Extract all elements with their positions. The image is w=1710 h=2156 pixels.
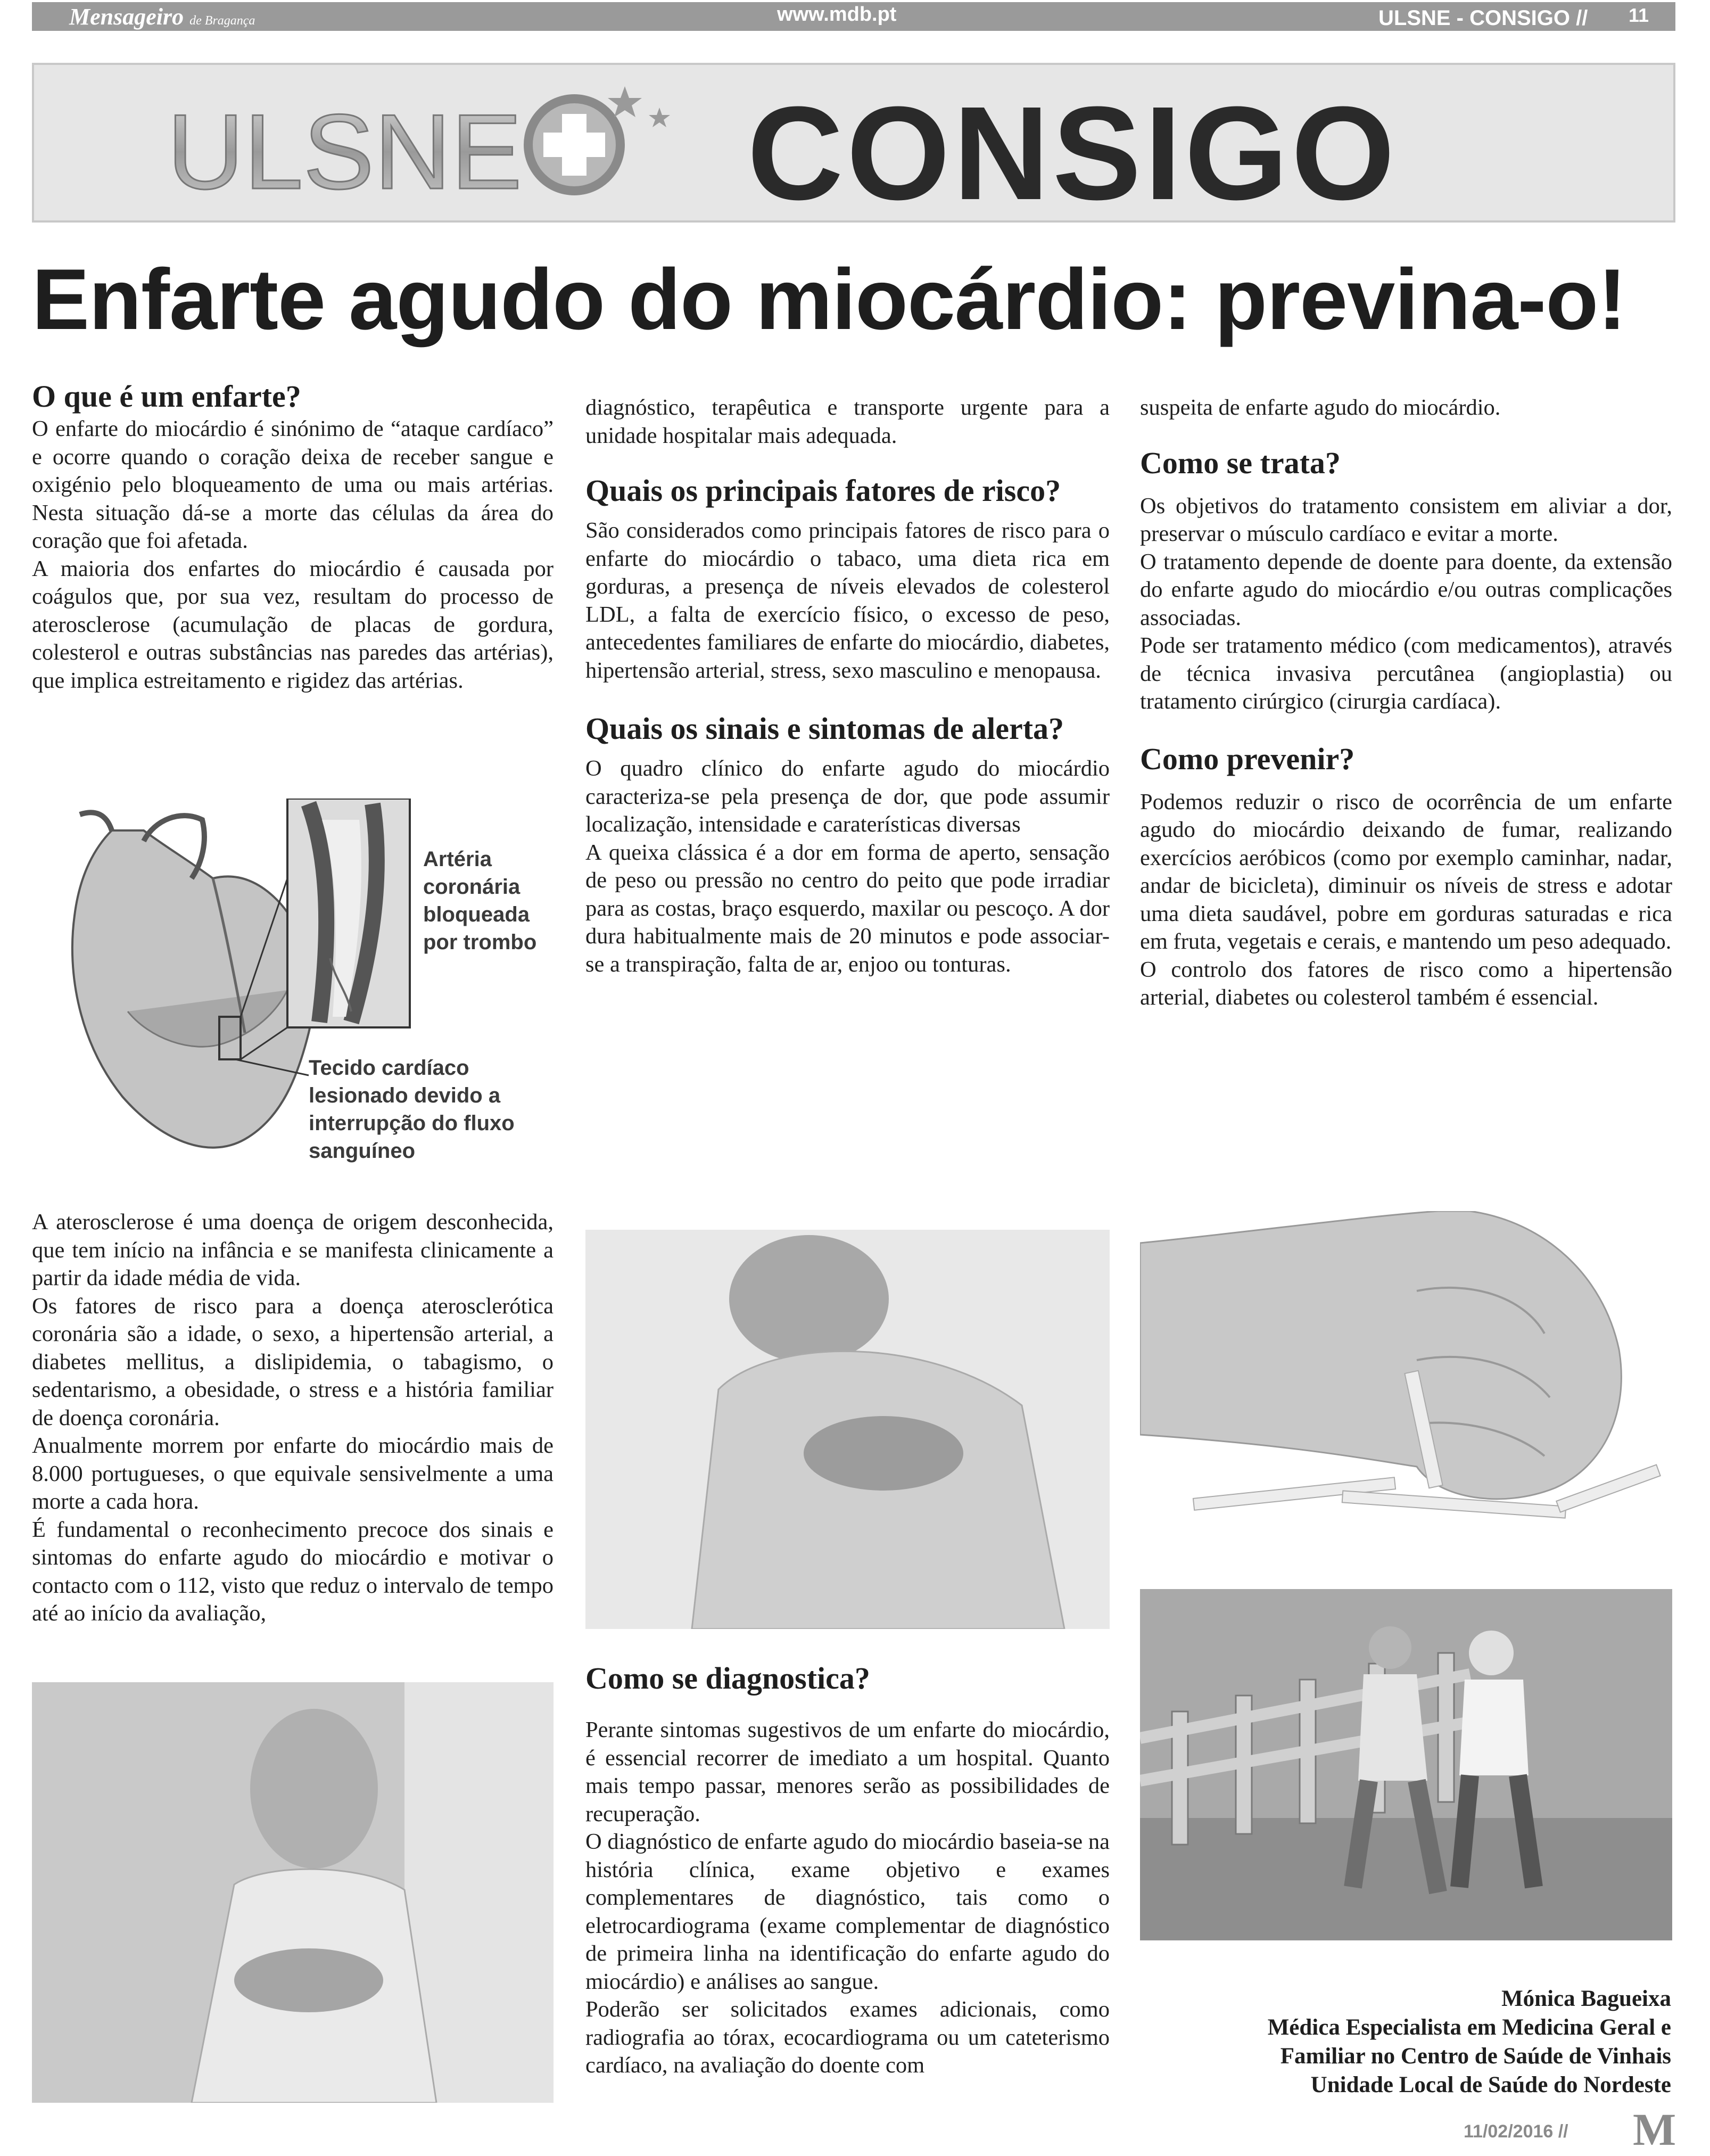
paragraph: Perante sintomas sugestivos de um enfarte do miocárdio, é essencial recorrer de imediato a um hospital. Quanto mais tempo passar, menores serão as possibilidades de recuperação. — [585, 1717, 1110, 1826]
brand-left-text: ULSNE — [167, 93, 522, 211]
heart-illustration — [32, 799, 554, 1187]
photo-man-clutching-chest — [585, 1230, 1110, 1629]
col1-text — [32, 415, 554, 695]
heading-treatment: Como se trata? — [1140, 445, 1341, 480]
author-name: Mónica Bagueixa — [1501, 1986, 1671, 2011]
man-chest-pain-icon — [32, 1682, 554, 2103]
photo-fist-cigarettes — [1140, 1211, 1672, 1536]
couple-jogging-icon — [1140, 1589, 1672, 1940]
diag-text — [585, 1716, 1110, 2080]
footer-logo: M — [1633, 2104, 1676, 2155]
author-block — [1139, 1985, 1671, 2100]
page-number: 11 — [1629, 4, 1649, 26]
signs-text — [585, 755, 1110, 978]
publication-suffix: de Bragança — [189, 14, 255, 28]
treat-text — [1140, 492, 1672, 716]
heading-what-is: O que é um enfarte? — [32, 379, 301, 414]
paragraph: O controlo dos fatores de risco como a hipertensão arterial, diabetes ou colesterol também é essencial. — [1140, 957, 1672, 1010]
issue-date: 11/02/2016 // — [1464, 2121, 1568, 2142]
photo-couple-jogging — [1140, 1589, 1672, 1940]
site-url[interactable]: www.mdb.pt — [777, 3, 897, 26]
prevent-text — [1140, 788, 1672, 1012]
banner — [32, 63, 1675, 223]
author-role: Unidade Local de Saúde do Nordeste — [1310, 2072, 1671, 2097]
author-role: Familiar no Centro de Saúde de Vinhais — [1280, 2044, 1671, 2069]
paragraph: O enfarte do miocárdio é sinónimo de “ataque cardíaco” e ocorre quando o coração deixa de receber sangue e oxigénio pelo bloqueamento de uma ou mais artérias. Nesta situação dá-se a morte das células da área do coração que foi afetada. — [32, 416, 554, 553]
paragraph: Os objetivos do tratamento consistem em aliviar a dor, preservar o músculo cardíaco e evitar a morte. — [1140, 493, 1672, 546]
banner-logo — [34, 65, 1678, 225]
column-2-bottom — [585, 1660, 1110, 2080]
artery-label: Artéria coronária bloqueada por trombo — [423, 847, 537, 954]
paragraph: A aterosclerose é uma doença de origem desconhecida, que tem início na infância e se manifesta clinicamente a partir da idade média de vida. — [32, 1209, 554, 1290]
paragraph: O quadro clínico do enfarte agudo do miocárdio caracteriza-se pela presença de dor, que pode assumir localização, intensidade e caraterísticas diversas — [585, 756, 1110, 837]
cross-circle-icon — [524, 94, 625, 195]
photo-man-chest-pain — [32, 1682, 554, 2103]
heading-signs: Quais os sinais e sintomas de alerta? — [585, 711, 1064, 746]
col3-continuation: suspeita de enfarte agudo do miocárdio. — [1140, 395, 1501, 420]
man-clutching-chest-icon — [585, 1230, 1110, 1629]
heading-prevention: Como prevenir? — [1140, 741, 1355, 776]
paragraph: O tratamento depende de doente para doente, da extensão do enfarte agudo do miocárdio e/ou outras complicações associadas. — [1140, 549, 1672, 630]
paragraph: Podemos reduzir o risco de ocorrência de um enfarte agudo do miocárdio deixando de fumar, realizando exercícios aeróbicos (como por exemplo caminhar, nadar, andar de bicicleta), diminuir os níveis de stress e adotar uma dieta saudável, pobre em gorduras saturadas e rica em fruta, vegetais e cerais, e mantendo um peso adequado. — [1140, 789, 1672, 954]
heading-diagnosis: Como se diagnostica? — [585, 1661, 870, 1696]
paragraph: Anualmente morrem por enfarte do miocárdio mais de 8.000 portugueses, o que equivale sensivelmente a uma morte a cada hora. — [32, 1433, 554, 1514]
paragraph: O diagnóstico de enfarte agudo do miocárdio baseia-se na história clínica, exame objetivo e exames complementares de diagnóstico, tais como o eletrocardiograma (exame complementar de diagnóstico de primeira linha na identificação do enfarte agudo do miocárdio) e análises ao sangue. — [585, 1829, 1110, 1994]
article-title: Enfarte agudo do miocárdio: previna-o! — [32, 251, 1626, 348]
paragraph: Os fatores de risco para a doença aterosclerótica coronária são a idade, o sexo, a hipertensão arterial, a diabetes mellitus, a dislipidemia, o tabagismo, o sedentarismo, a obesidade, o stress e a história familiar de doença coronária. — [32, 1293, 554, 1430]
section-label: ULSNE - CONSIGO // — [1378, 6, 1588, 30]
col2-continuation: diagnóstico, terapêutica e transporte urgente para a unidade hospitalar mais adequada. — [585, 395, 1110, 448]
paragraph: A queixa clássica é a dor em forma de aperto, sensação de peso ou pressão no centro do peito que pode irradiar para as costas, braço esquerdo, maxilar ou pescoço. A dor dura habitualmente mais de 20 minutos e pode associar-se a transpiração, falta de ar, enjoo ou tonturas. — [585, 840, 1110, 977]
risk-text: São considerados como principais fatores de risco para o enfarte do miocárdio o tabaco, uma dieta rica em gorduras, a presença de níveis elevados de colesterol LDL, a falta de exercício físico, o excesso de peso, antecedentes familiares de enfarte do miocárdio, diabetes, hipertensão arterial, stress, sexo masculino e menopausa. — [585, 518, 1110, 683]
col1-text-bottom — [32, 1208, 554, 1628]
tissue-label: Tecido cardíaco lesionado devido a interrupção do fluxo sanguíneo — [309, 1056, 515, 1163]
column-3-top — [1140, 394, 1672, 1012]
author-role: Médica Especialista em Medicina Geral e — [1267, 2015, 1671, 2040]
paragraph: Poderão ser solicitados exames adicionais, como radiografia ao tórax, ecocardiograma ou um cateterismo cardíaco, na avaliação do doente com — [585, 1997, 1110, 2078]
brand-right-text: CONSIGO — [747, 79, 1398, 225]
column-1-top — [32, 378, 554, 695]
publication-name: Mensageiro de Bragança — [69, 4, 255, 30]
column-2-top — [585, 394, 1110, 978]
heading-risk-factors: Quais os principais fatores de risco? — [585, 473, 1061, 508]
fist-cigarettes-icon — [1140, 1211, 1672, 1536]
paragraph: É fundamental o reconhecimento precoce dos sinais e sintomas do enfarte agudo do miocárdio e motivar o contacto com o 112, visto que reduz o intervalo de tempo até ao início da avaliação, — [32, 1517, 554, 1626]
paragraph: Pode ser tratamento médico (com medicamentos), através de técnica invasiva percutânea (angioplastia) ou tratamento cirúrgico (cirurgia cardíaca). — [1140, 633, 1672, 714]
paragraph: A maioria dos enfartes do miocárdio é causada por coágulos que, por sua vez, resultam do processo de aterosclerose (acumulação de placas de gordura, colesterol e outras substâncias nas paredes das artérias), que implica estreitamento e rigidez das artérias. — [32, 556, 554, 693]
